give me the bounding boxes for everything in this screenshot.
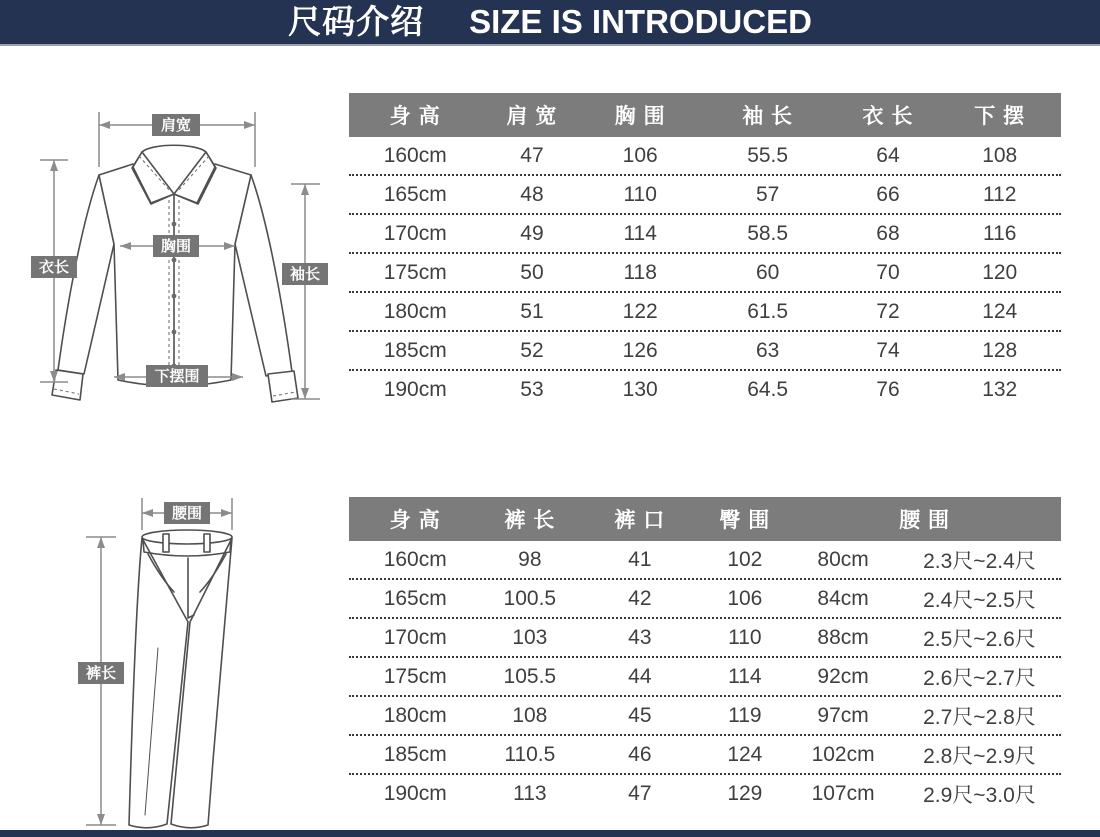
table-row	[349, 736, 1061, 775]
pants-table-header	[349, 497, 1061, 541]
pants-table-cell: 88cm	[817, 625, 869, 649]
pants-header-cell: 裤 长	[504, 509, 556, 532]
table-row	[349, 580, 1061, 619]
sleeve-length-label: 袖长	[289, 266, 321, 283]
page-title-english: SIZE IS INTRODUCED	[469, 3, 812, 40]
shirt-header-cell: 袖 长	[742, 105, 794, 128]
shirt-table-cell: 106	[622, 143, 658, 167]
pants-table-cell: 2.4尺~2.5尺	[923, 588, 1036, 612]
bottom-bar	[0, 830, 1100, 837]
pants-table-cell: 113	[513, 781, 547, 805]
table-row	[349, 541, 1061, 580]
shirt-table-cell: 60	[755, 260, 780, 284]
garment-length-label: 衣长	[38, 259, 70, 276]
page-title-chinese: 尺码介绍	[288, 3, 425, 40]
pants-table-cell: 42	[628, 586, 652, 610]
shirt-header-cell: 身 高	[389, 105, 441, 128]
shirt-table-cell: 130	[622, 377, 658, 401]
shirt-table-cell: 64.5	[747, 377, 789, 401]
shirt-table-cell: 126	[622, 338, 658, 362]
pants-header-cell: 身 高	[389, 509, 441, 532]
shirt-table-cell: 72	[876, 299, 900, 323]
shirt-table-cell: 175cm	[383, 260, 447, 284]
shirt-table-cell: 76	[876, 377, 900, 401]
shirt-size-table	[349, 93, 1061, 408]
pants-size-table	[349, 497, 1061, 812]
shirt-table-cell: 128	[982, 338, 1018, 362]
table-row	[349, 176, 1061, 215]
pants-table-cell: 100.5	[503, 586, 557, 610]
pants-table-cell: 2.6尺~2.7尺	[923, 666, 1036, 690]
pants-table-cell: 114	[728, 664, 762, 688]
shirt-table-cell: 68	[876, 221, 900, 245]
shirt-table-cell: 116	[982, 221, 1017, 245]
pants-table-cell: 47	[628, 781, 652, 805]
pants-table-cell: 160cm	[383, 547, 447, 571]
shirt-header-cell: 衣 长	[862, 105, 914, 128]
shirt-table-cell: 58.5	[747, 221, 789, 245]
shirt-table-cell: 120	[982, 260, 1018, 284]
table-row	[349, 332, 1061, 371]
shirt-table-cell: 180cm	[383, 299, 447, 323]
shirt-drawing	[52, 145, 298, 402]
shirt-table-cell: 64	[876, 143, 900, 167]
shirt-table-cell: 48	[520, 182, 544, 206]
pants-measurement-diagram	[40, 480, 320, 832]
pants-table-cell: 80cm	[817, 547, 869, 571]
pants-table-cell: 119	[728, 703, 762, 727]
pants-header-cell: 臀 围	[719, 509, 771, 532]
pants-table-cell: 180cm	[383, 703, 447, 727]
table-row	[349, 775, 1061, 812]
pants-table-cell: 92cm	[817, 664, 869, 688]
shirt-table-cell: 165cm	[383, 182, 447, 206]
table-row	[349, 215, 1061, 254]
pants-length-label: 裤长	[85, 665, 117, 682]
shirt-table-cell: 70	[876, 260, 900, 284]
table-row	[349, 658, 1061, 697]
shirt-table-cell: 53	[520, 377, 544, 401]
pants-table-cell: 170cm	[383, 625, 447, 649]
pants-table-cell: 107cm	[811, 781, 875, 805]
shirt-table-cell: 160cm	[383, 143, 447, 167]
shirt-table-cell: 190cm	[383, 377, 447, 401]
pants-table-cell: 185cm	[383, 742, 447, 766]
shirt-header-cell: 肩 宽	[506, 105, 558, 128]
pants-table-cell: 2.7尺~2.8尺	[923, 705, 1036, 729]
table-row	[349, 697, 1061, 736]
pants-header-cell: 腰 围	[899, 509, 951, 532]
pants-table-cell: 2.9尺~3.0尺	[923, 783, 1036, 807]
shirt-table-cell: 61.5	[747, 299, 789, 323]
pants-table-cell: 102cm	[811, 742, 875, 766]
shirt-table-cell: 108	[982, 143, 1018, 167]
pants-table-cell: 41	[628, 547, 652, 571]
pants-table-cell: 102	[727, 547, 763, 571]
shirt-table-cell: 170cm	[383, 221, 447, 245]
pants-table-cell: 98	[518, 547, 542, 571]
pants-table-cell: 2.5尺~2.6尺	[923, 627, 1036, 651]
pants-table-cell: 108	[512, 703, 548, 727]
shirt-header-cell: 下 摆	[974, 105, 1026, 128]
pants-table-cell: 124	[727, 742, 763, 766]
waist-label: 腰围	[171, 505, 203, 522]
pants-table-cell: 175cm	[383, 664, 447, 688]
shirt-table-cell: 50	[520, 260, 544, 284]
table-row	[349, 137, 1061, 176]
pants-table-body	[349, 541, 1061, 812]
shirt-header-cell: 胸 围	[614, 105, 666, 128]
pants-table-cell: 46	[628, 742, 652, 766]
pants-table-cell: 97cm	[817, 703, 869, 727]
shirt-table-cell: 74	[876, 338, 900, 362]
pants-table-cell: 44	[628, 664, 652, 688]
pants-table-cell: 165cm	[383, 586, 447, 610]
shirt-table-cell: 63	[755, 338, 780, 362]
shirt-table-cell: 47	[520, 143, 544, 167]
shirt-table-cell: 132	[982, 377, 1018, 401]
pants-header-cell: 裤 口	[614, 509, 666, 532]
pants-table-cell: 2.8尺~2.9尺	[923, 744, 1036, 768]
shirt-measurement-diagram	[2, 72, 346, 420]
waist-annotation	[142, 498, 232, 530]
shirt-table-cell: 122	[622, 299, 658, 323]
table-row	[349, 619, 1061, 658]
shirt-table-cell: 112	[982, 182, 1017, 206]
pants-table-cell: 43	[628, 625, 652, 649]
title-bar-divider	[0, 44, 1100, 46]
shirt-table-cell: 185cm	[383, 338, 447, 362]
pants-drawing	[129, 530, 232, 828]
pants-length-annotation	[78, 537, 124, 825]
shirt-table-header	[349, 93, 1061, 137]
shirt-table-cell: 57	[755, 182, 780, 206]
shirt-table-cell: 49	[520, 221, 544, 245]
chest-label: 胸围	[160, 238, 192, 255]
table-row	[349, 371, 1061, 408]
pants-table-cell: 2.3尺~2.4尺	[923, 549, 1036, 573]
pants-table-cell: 129	[727, 781, 763, 805]
shirt-table-cell: 55.5	[747, 143, 789, 167]
shirt-table-body	[349, 137, 1061, 408]
pants-table-cell: 110.5	[504, 742, 556, 766]
shirt-table-cell: 114	[623, 221, 657, 245]
pants-table-cell: 103	[512, 625, 548, 649]
pants-table-cell: 110	[728, 625, 762, 649]
shoulder-width-label: 肩宽	[160, 117, 192, 134]
shirt-table-cell: 124	[982, 299, 1018, 323]
pants-table-cell: 84cm	[817, 586, 869, 610]
table-row	[349, 293, 1061, 332]
shirt-table-cell: 118	[623, 260, 657, 284]
title-bar	[0, 0, 1100, 44]
pants-table-cell: 190cm	[383, 781, 447, 805]
shirt-table-cell: 110	[623, 182, 657, 206]
pants-table-cell: 45	[628, 703, 652, 727]
shirt-table-cell: 66	[876, 182, 900, 206]
pants-table-cell: 105.5	[503, 664, 557, 688]
shirt-table-cell: 52	[520, 338, 544, 362]
hem-circumference-label: 下摆围	[154, 368, 200, 385]
pants-table-cell: 106	[727, 586, 763, 610]
table-row	[349, 254, 1061, 293]
shirt-table-cell: 51	[520, 299, 544, 323]
